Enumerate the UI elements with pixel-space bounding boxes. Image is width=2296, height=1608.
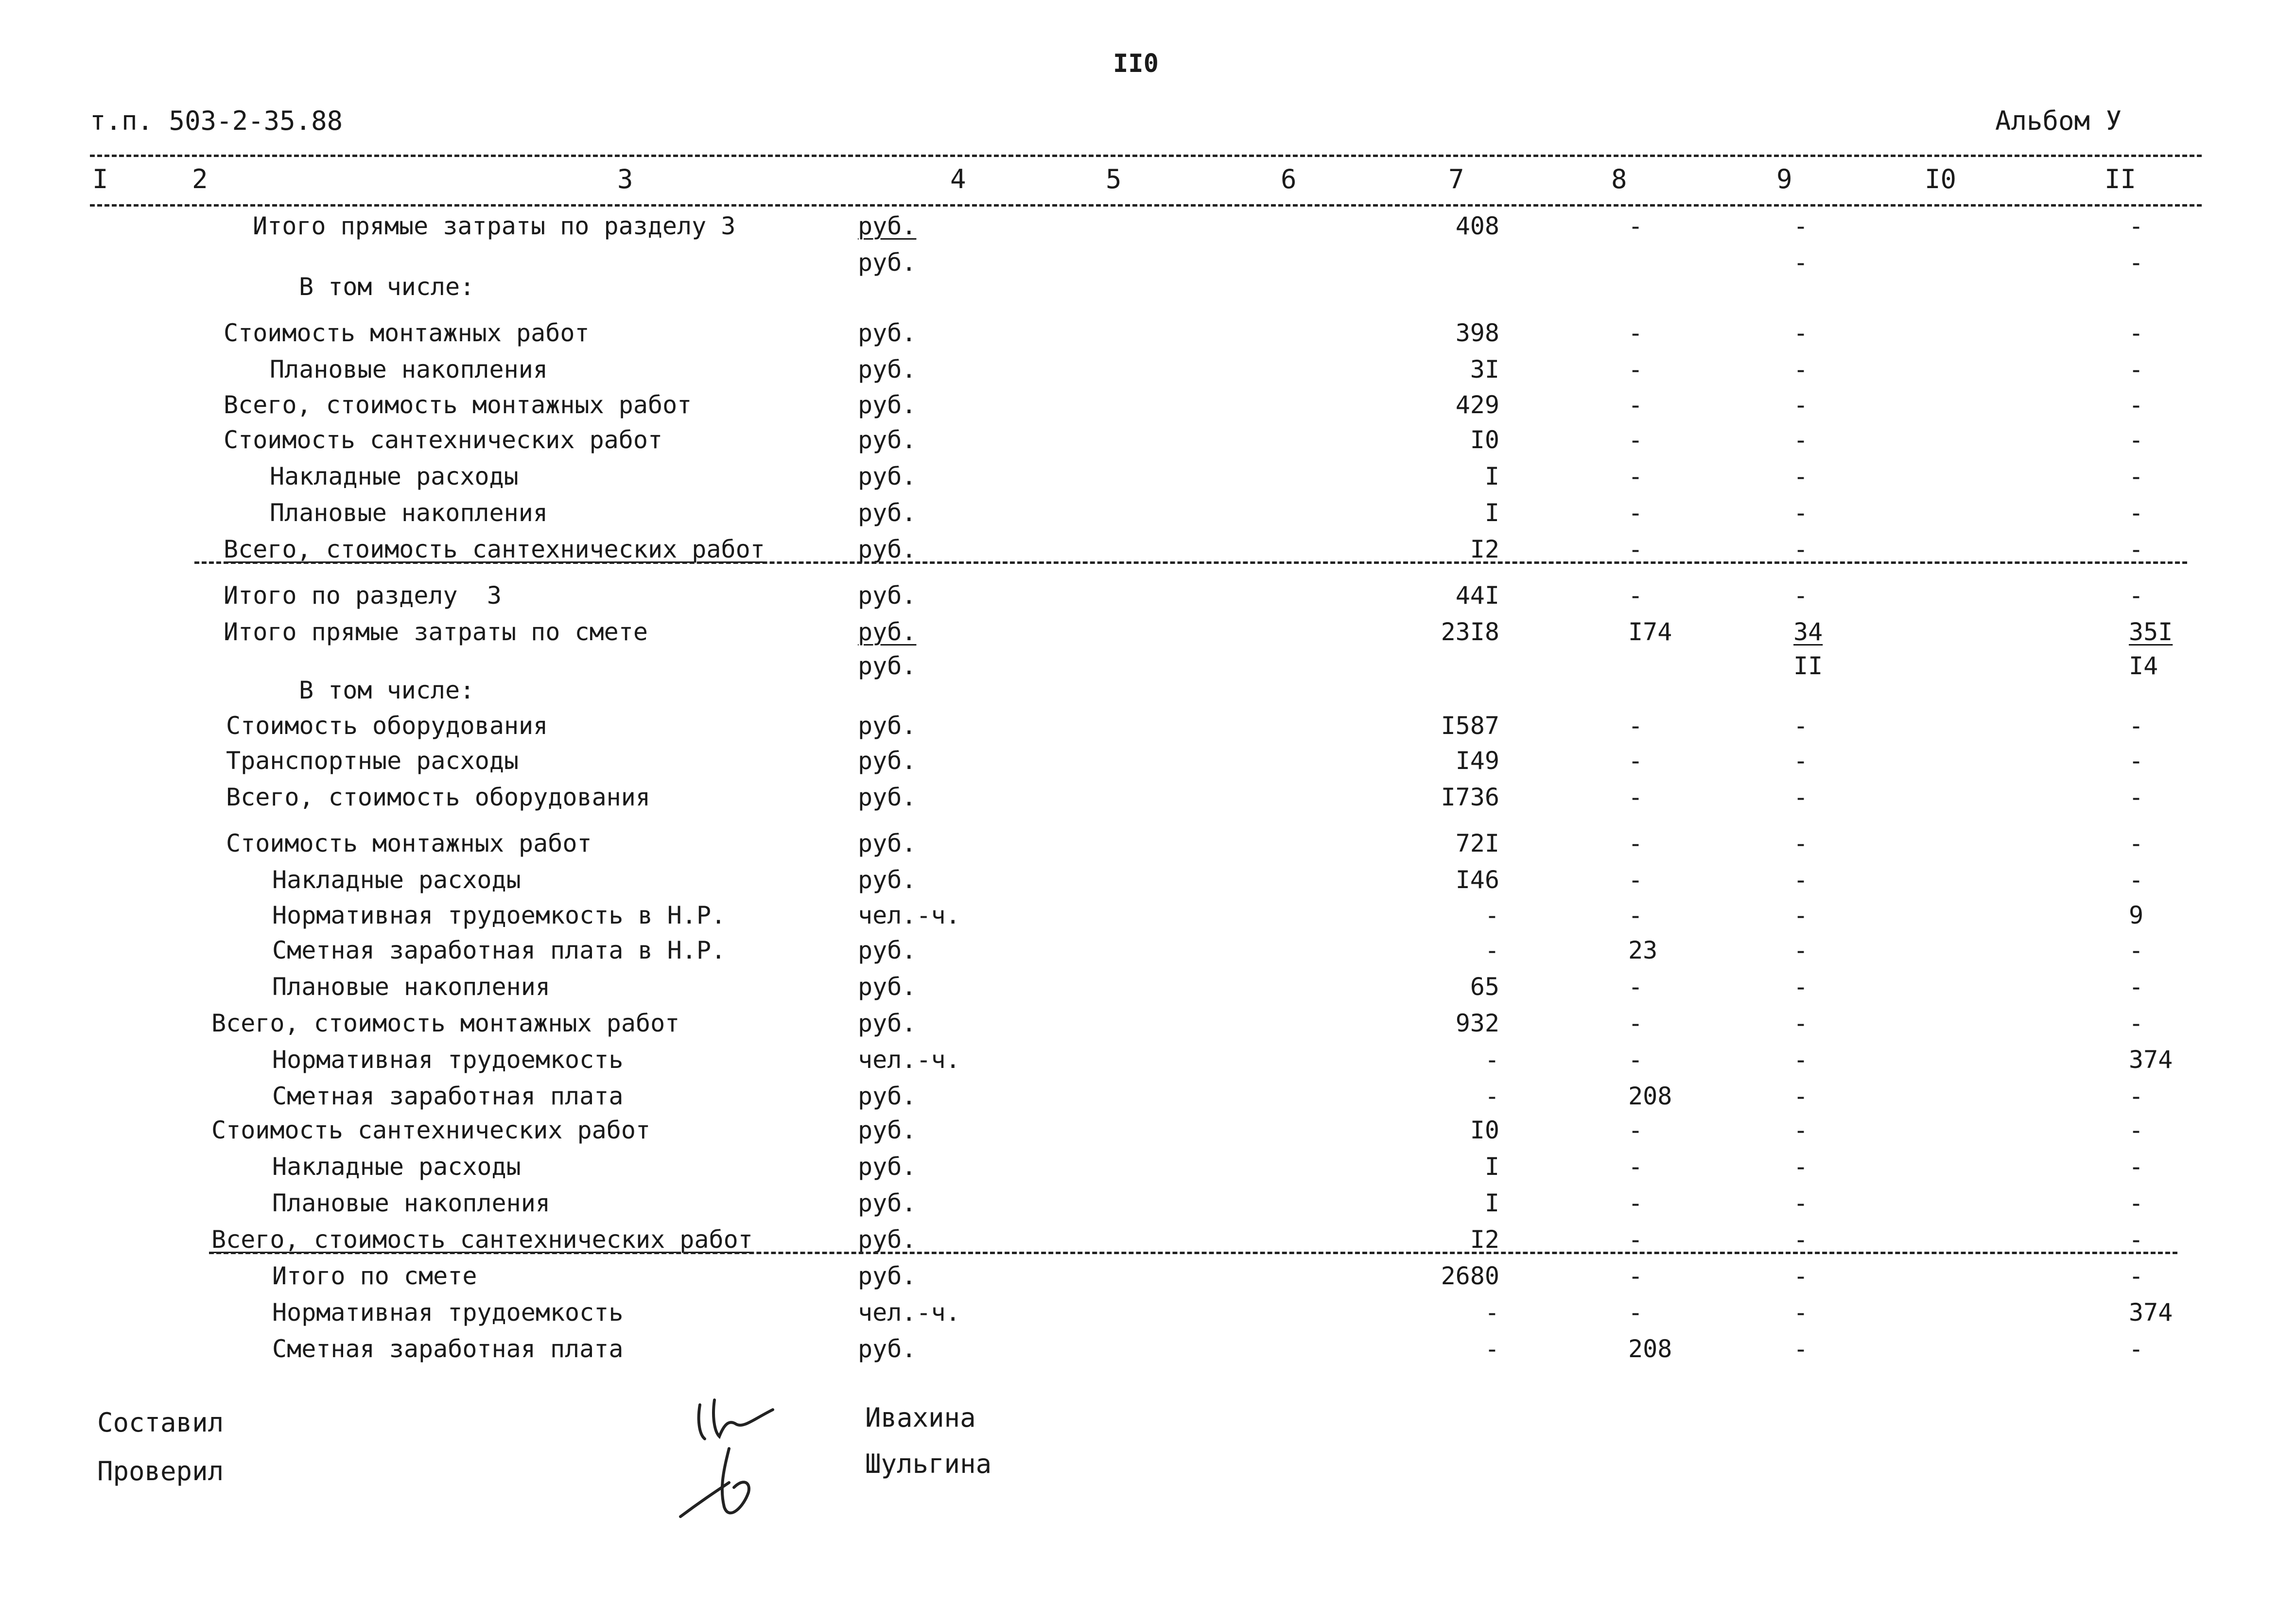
row-unit: руб. <box>858 747 917 775</box>
cell-col11: - <box>2129 829 2144 857</box>
cell-col11: - <box>2129 936 2144 964</box>
row-unit: руб. <box>858 426 917 454</box>
cell-col9: - <box>1793 783 1809 811</box>
cell-col9: - <box>1793 499 1809 527</box>
cell-col8: - <box>1628 355 1643 384</box>
row-label: Плановые накопления <box>270 355 548 384</box>
column-header-6: 6 <box>1281 164 1297 194</box>
cell-col11: - <box>2129 866 2144 894</box>
row-unit: руб. <box>858 1116 917 1144</box>
cell-col8: - <box>1628 901 1643 929</box>
row-label: Нормативная трудоемкость <box>272 1298 624 1327</box>
cell-col11: 374 <box>2129 1046 2173 1074</box>
cell-col8: 23 <box>1628 936 1658 964</box>
column-header-2: 2 <box>192 164 208 194</box>
header-bottom-rule <box>90 204 2202 207</box>
page-number: II0 <box>1113 49 1159 78</box>
header-top-rule <box>90 155 2202 157</box>
cell-col8: - <box>1628 1116 1643 1144</box>
checked-by-label: Проверил <box>97 1456 224 1486</box>
row-label: Всего, стоимость монтажных работ <box>224 391 692 419</box>
row-label: Транспортные расходы <box>226 747 519 775</box>
column-header-11: II <box>2105 164 2137 194</box>
cell-col8: - <box>1628 1046 1643 1074</box>
cell-col11: - <box>2129 391 2144 419</box>
row-unit: чел.-ч. <box>858 1298 960 1327</box>
cell-col9: - <box>1793 391 1809 419</box>
column-header-8: 8 <box>1611 164 1627 194</box>
row-label: Стоимость сантехнических работ <box>211 1116 651 1144</box>
cell-col7: I0 <box>1470 1116 1499 1144</box>
cell-col11: - <box>2129 1009 2144 1037</box>
row-label: Итого прямые затраты по разделу 3 <box>253 212 736 240</box>
row-unit: чел.-ч. <box>858 1046 960 1074</box>
row-unit: руб. <box>858 462 917 490</box>
cell-col9: - <box>1793 1046 1809 1074</box>
cell-col7: 408 <box>1455 212 1499 240</box>
row-label: В том числе: <box>299 273 475 301</box>
cell-col7: 44I <box>1455 581 1499 610</box>
cell-col7: - <box>1484 936 1499 964</box>
cell-col11: - <box>2129 973 2144 1001</box>
cell-col9: - <box>1793 248 1809 277</box>
cell-col9: - <box>1793 1116 1809 1144</box>
row-unit: руб. <box>858 248 917 277</box>
cell-col8: - <box>1628 783 1643 811</box>
cell-col11: 35I <box>2129 618 2173 646</box>
cell-col11: - <box>2129 1116 2144 1144</box>
row-label: Накладные расходы <box>270 462 519 490</box>
cell-col9: - <box>1793 866 1809 894</box>
cell-col11: - <box>2129 1153 2144 1181</box>
row-unit: руб. <box>858 319 917 347</box>
cell-col7: 65 <box>1470 973 1499 1001</box>
cell-col8: - <box>1628 973 1643 1001</box>
row-unit: руб. <box>858 618 917 646</box>
cell-col11: - <box>2129 319 2144 347</box>
row-unit: руб. <box>858 1189 917 1217</box>
cell-col9: - <box>1793 901 1809 929</box>
cell-col9: - <box>1793 426 1809 454</box>
cell-col8: - <box>1628 1009 1643 1037</box>
row-label: Итого по разделу 3 <box>224 581 502 610</box>
cell-col9: - <box>1793 1153 1809 1181</box>
handwritten-signatures <box>671 1390 792 1526</box>
cell-col9: - <box>1793 212 1809 240</box>
cell-col11: - <box>2129 712 2144 740</box>
subtotal-rule-estimate <box>209 1252 2177 1254</box>
row-label: Плановые накопления <box>272 973 550 1001</box>
column-header-4: 4 <box>950 164 966 194</box>
cell-col8: - <box>1628 535 1643 563</box>
compiled-by-name: Ивахина <box>865 1402 976 1433</box>
cell-col7: I49 <box>1455 747 1499 775</box>
cell-col11: - <box>2129 1082 2144 1110</box>
cell-col9: - <box>1793 829 1809 857</box>
cell-col7: I <box>1484 499 1499 527</box>
cell-col9: - <box>1793 581 1809 610</box>
column-header-9: 9 <box>1776 164 1792 194</box>
row-unit: руб. <box>858 581 917 610</box>
cell-col11: - <box>2129 355 2144 384</box>
cell-col8: 208 <box>1628 1335 1672 1363</box>
cell-col9: - <box>1793 1225 1809 1254</box>
cell-col11: 374 <box>2129 1298 2173 1327</box>
cell-col9: - <box>1793 1335 1809 1363</box>
row-unit: руб. <box>858 499 917 527</box>
row-label: Всего, стоимость оборудования <box>226 783 650 811</box>
cell-col7: I <box>1484 462 1499 490</box>
row-label: Итого прямые затраты по смете <box>224 618 648 646</box>
cell-col11: - <box>2129 1189 2144 1217</box>
cell-col11: - <box>2129 426 2144 454</box>
cell-col11: - <box>2129 1225 2144 1254</box>
cell-col8: - <box>1628 712 1643 740</box>
cell-col7: - <box>1484 901 1499 929</box>
row-unit: руб. <box>858 391 917 419</box>
cell-col8: - <box>1628 462 1643 490</box>
cell-col11: - <box>2129 581 2144 610</box>
row-label: Накладные расходы <box>272 866 521 894</box>
cell-col7: 3I <box>1470 355 1499 384</box>
row-unit: руб. <box>858 1153 917 1181</box>
row-unit: руб. <box>858 866 917 894</box>
cell-col9: - <box>1793 1262 1809 1290</box>
cell-col11: - <box>2129 462 2144 490</box>
cell-col8: - <box>1628 829 1643 857</box>
cell-col7: I2 <box>1470 1225 1499 1254</box>
cell-col7: I2 <box>1470 535 1499 563</box>
row-unit: руб. <box>858 1262 917 1290</box>
row-label: Нормативная трудоемкость <box>272 1046 624 1074</box>
row-label: Накладные расходы <box>272 1153 521 1181</box>
cell-col8: - <box>1628 1298 1643 1327</box>
row-label: Стоимость оборудования <box>226 712 548 740</box>
row-label: Стоимость монтажных работ <box>224 319 590 347</box>
cell-col8: - <box>1628 391 1643 419</box>
cell-col11: - <box>2129 499 2144 527</box>
row-unit: руб. <box>858 1082 917 1110</box>
cell-col9: - <box>1793 936 1809 964</box>
cell-col7: - <box>1484 1335 1499 1363</box>
row-label: Нормативная трудоемкость в Н.Р. <box>272 901 726 929</box>
row-unit: руб. <box>858 535 917 563</box>
cell-col9: II <box>1793 652 1823 680</box>
cell-col9: - <box>1793 1082 1809 1110</box>
cell-col9: 34 <box>1793 618 1823 646</box>
cell-col7: I46 <box>1455 866 1499 894</box>
column-header-3: 3 <box>617 164 633 194</box>
cell-col11: I4 <box>2129 652 2158 680</box>
row-label: Стоимость монтажных работ <box>226 829 592 857</box>
row-label: В том числе: <box>299 676 475 704</box>
row-unit: руб. <box>858 1335 917 1363</box>
row-unit: руб. <box>858 712 917 740</box>
cell-col9: - <box>1793 1298 1809 1327</box>
cell-col7: I736 <box>1441 783 1499 811</box>
cell-col8: 208 <box>1628 1082 1672 1110</box>
row-label: Плановые накопления <box>272 1189 550 1217</box>
cell-col7: 72I <box>1455 829 1499 857</box>
cell-col7: 429 <box>1455 391 1499 419</box>
cell-col9: - <box>1793 747 1809 775</box>
row-label: Всего, стоимость сантехнических работ <box>224 535 765 563</box>
cell-col8: - <box>1628 747 1643 775</box>
cell-col11: - <box>2129 1335 2144 1363</box>
column-header-10: I0 <box>1925 164 1957 194</box>
cell-col8: - <box>1628 581 1643 610</box>
cell-col7: I587 <box>1441 712 1499 740</box>
cell-col9: - <box>1793 535 1809 563</box>
row-label: Сметная заработная плата <box>272 1082 624 1110</box>
cell-col7: I <box>1484 1189 1499 1217</box>
cell-col8: - <box>1628 1189 1643 1217</box>
column-header-7: 7 <box>1448 164 1464 194</box>
column-header-5: 5 <box>1106 164 1122 194</box>
row-unit: руб. <box>858 212 917 240</box>
row-unit: руб. <box>858 355 917 384</box>
cell-col8: - <box>1628 1153 1643 1181</box>
album-label: Альбом У <box>1995 105 2122 136</box>
row-unit: руб. <box>858 1225 917 1254</box>
cell-col9: - <box>1793 462 1809 490</box>
compiled-by-label: Составил <box>97 1407 224 1438</box>
cell-col8: - <box>1628 866 1643 894</box>
cell-col11: - <box>2129 212 2144 240</box>
cell-col7: - <box>1484 1298 1499 1327</box>
cell-col7: 932 <box>1455 1009 1499 1037</box>
cell-col7: 398 <box>1455 319 1499 347</box>
cell-col8: - <box>1628 499 1643 527</box>
checked-by-name: Шульгина <box>865 1449 992 1479</box>
cell-col7: I <box>1484 1153 1499 1181</box>
cell-col11: - <box>2129 535 2144 563</box>
cell-col11: - <box>2129 1262 2144 1290</box>
cell-col7: 23I8 <box>1441 618 1499 646</box>
cell-col7: 2680 <box>1441 1262 1499 1290</box>
row-label: Сметная заработная плата <box>272 1335 624 1363</box>
cell-col11: 9 <box>2129 901 2144 929</box>
cell-col8: - <box>1628 1225 1643 1254</box>
row-unit: руб. <box>858 829 917 857</box>
row-label: Всего, стоимость монтажных работ <box>211 1009 680 1037</box>
cell-col9: - <box>1793 973 1809 1001</box>
cell-col8: - <box>1628 212 1643 240</box>
cell-col8: I74 <box>1628 618 1672 646</box>
row-unit: руб. <box>858 783 917 811</box>
cell-col7: - <box>1484 1046 1499 1074</box>
row-unit: чел.-ч. <box>858 901 960 929</box>
column-header-1: I <box>92 164 108 194</box>
row-label: Плановые накопления <box>270 499 548 527</box>
row-unit: руб. <box>858 936 917 964</box>
cell-col9: - <box>1793 319 1809 347</box>
cell-col8: - <box>1628 319 1643 347</box>
row-unit: руб. <box>858 652 917 680</box>
row-unit: руб. <box>858 973 917 1001</box>
cell-col9: - <box>1793 712 1809 740</box>
row-label: Итого по смете <box>272 1262 477 1290</box>
cell-col9: - <box>1793 355 1809 384</box>
row-label: Всего, стоимость сантехнических работ <box>211 1225 753 1254</box>
cell-col8: - <box>1628 426 1643 454</box>
cell-col7: I0 <box>1470 426 1499 454</box>
document-code: т.п. 503-2-35.88 <box>90 105 343 136</box>
row-label: Стоимость сантехнических работ <box>224 426 663 454</box>
cell-col11: - <box>2129 747 2144 775</box>
cell-col11: - <box>2129 248 2144 277</box>
cell-col8: - <box>1628 1262 1643 1290</box>
cell-col7: - <box>1484 1082 1499 1110</box>
row-label: Сметная заработная плата в Н.Р. <box>272 936 726 964</box>
cell-col9: - <box>1793 1189 1809 1217</box>
subtotal-rule-section3 <box>194 561 2187 564</box>
row-unit: руб. <box>858 1009 917 1037</box>
cell-col9: - <box>1793 1009 1809 1037</box>
cell-col11: - <box>2129 783 2144 811</box>
